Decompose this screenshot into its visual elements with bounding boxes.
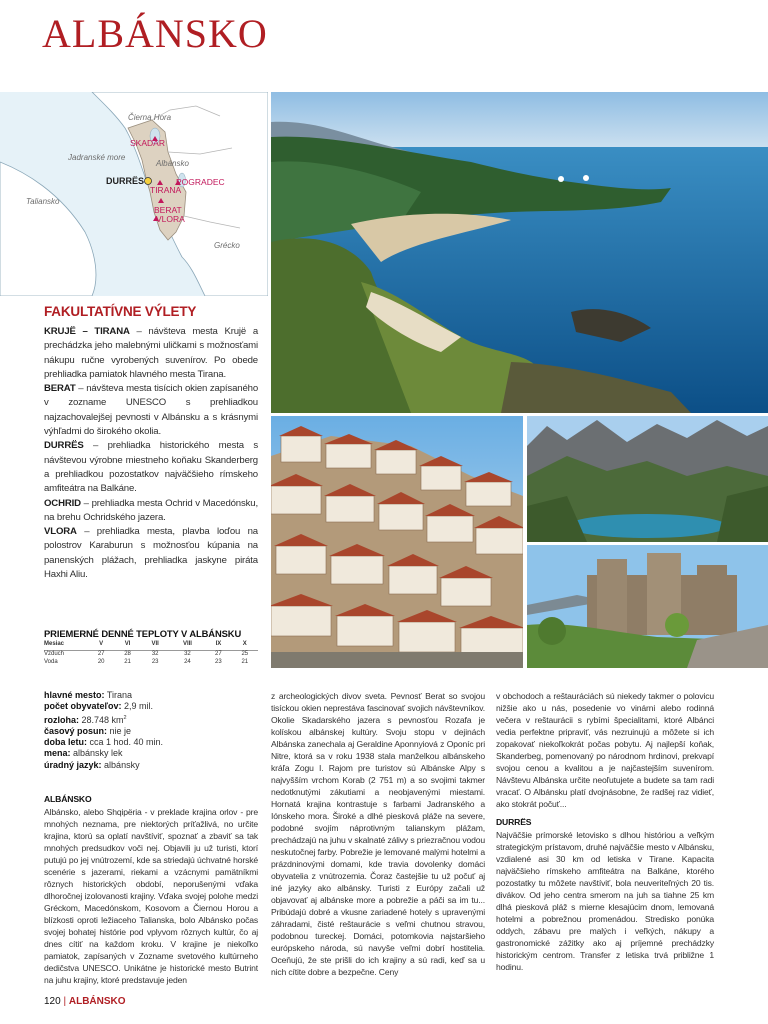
- temp-cell: 28: [124, 650, 131, 657]
- fact-label: doba letu:: [44, 737, 87, 748]
- fact-label: rozloha:: [44, 714, 79, 725]
- temp-cell: 21: [241, 659, 249, 665]
- fact-value: Tirana: [106, 690, 133, 700]
- excursion-text: – prehliadka historického mesta s návštevou výrobne miestneho koňaku Skanderberg a prehliadkou pozostatkov najväčšieho rímskeho amfiteátra na Balkáne.: [44, 440, 258, 495]
- excursion-item: [44, 525, 258, 582]
- fact-timezone: [44, 726, 258, 737]
- article-text: Albánsko, alebo Shqipëria - v preklade krajina orlov - pre mnohých neznama, pre niektorých príťažlivá, no určite krajina, ktorú sa oplatí navštíviť, spoznať a zbaviť sa tak mnohých predsudkov voči nej. Objavili ju už turisti, ktorí putujú po jej vnútrozemí, kde sa striedajú úchvatné horské scenérie s jazerami, riekami a vzácnymi pamätníkmi rôznych historických období, neporušenými vďaka dlhoročnej izolovanosti krajiny. Vďaka svojej polohe medzi Gréckom, Macedónskom, Kosovom a Čiernou Horou a blízkosti oproti ležiaceho Talianska, bolo Albánsko počas svojej bohatej histórie pod vplyvom rôznych kultúr, čo aj dnes cítiť na každom kroku. V krajine je niekoľko pamiatok, zapísaných v Zozname svetového kultúrneho dedičstva UNESCO. Unikátne je historické mesto Butrint na juhu krajiny, ktoré predstavuje jeden: [44, 807, 258, 985]
- fact-value: albánsky lek: [73, 748, 123, 759]
- fact-population: [44, 701, 258, 712]
- excursion-name: VLORA: [44, 526, 77, 538]
- map-city-vlora: VLORA: [156, 214, 185, 224]
- excursions-heading: FAKULTATÍVNE VÝLETY: [44, 304, 197, 319]
- temp-cell: 32: [151, 650, 159, 657]
- photo-berat-town: [271, 416, 523, 668]
- temp-cell: Voda: [44, 659, 58, 665]
- excursion-name: BERAT: [44, 383, 76, 395]
- temp-header-cell: VIII: [170, 641, 206, 650]
- map-city-durres: DURRËS: [106, 176, 145, 186]
- article-text: v obchodoch a reštauráciách sú niekedy takmer o polovicu nižšie ako u nás, posedenie vo vinárni alebo rodinná večera v reštaurácii s rybími špecialitami, ktoré Albánci vedia perfektne pripraviť, vás nezruinujú a môžete si ich zopakovať niekoľkokrát počas pobytu. Aj najlepší koňak, Skanderbeg, pomenovaný po národnom hrdinovi, prekvapí svojou cenou a kvalitou a je najčastejším suvenírom. Návštevu Albánska určite neoľutujete a budete sa tam radi vracať. O Albánsku platí dvojnásobne, že radšej raz vidieť, ako stokrát počuť...: [496, 691, 714, 809]
- temp-cell: 25: [241, 650, 249, 657]
- temp-header-cell: Mesiac: [44, 641, 88, 650]
- temp-cell: 27: [97, 650, 105, 657]
- map-label-sea: Jadranské more: [68, 153, 126, 162]
- temp-cell: 23: [151, 659, 159, 665]
- temp-header-cell: V: [88, 641, 114, 650]
- excursion-text: – návšteva mesta Krujë a prechádzka jeho malebnými uličkami s možnosťami nákupu ručne vyrobených suvenírov. Po obede prehliadka pamiatok hlavného mesta Tirana.: [44, 326, 259, 380]
- map-label-albania: Albánsko: [156, 159, 189, 168]
- fact-label: počet obyvateľov:: [44, 701, 122, 712]
- albania-map: [0, 92, 268, 296]
- map-graphic: [0, 92, 268, 296]
- fact-value: 2,9 mil.: [124, 701, 154, 712]
- excursion-name: KRUJË – TIRANA: [44, 326, 130, 337]
- temp-header-cell: VI: [114, 641, 140, 650]
- temperatures-table: [44, 628, 258, 668]
- article-text: Najväčšie prímorské letovisko s dlhou históriou a veľkým strategickým prístavom, druhé najväčšie mesto v Albánsku, vzdialené asi 30 km od letiska v Tirane. Kapacita najväčšieho rímskeho amfiteátra na Balkáne, ktorého pozostatky tu môžete navštíviť, bola neuveriteľných 20 tis. divákov. Od jeho centra smerom na juh sa tiahne 25 km dlhá piesková pláž s mierne klesajúcim dnom, lemovaná hotelmi a pobrežnou promenádou. Stredisko ponúka oddych, zábavu pre malých i veľkých, nákupy a gastronomické zážitky ako aj príjemné prechádzky historickým centrom. Transfer z letiska trvá približne 1 hodinu.: [496, 830, 714, 972]
- fact-flight: [44, 737, 258, 748]
- article-subheading: DURRËS: [496, 817, 532, 827]
- footer-separator: |: [63, 996, 67, 1007]
- temp-cell: 20: [97, 659, 105, 665]
- excursion-item: [44, 325, 258, 382]
- fact-area: [44, 713, 258, 726]
- page-title: ALBÁNSKO: [42, 11, 268, 56]
- article-column-1: [44, 793, 258, 986]
- temp-header-cell: VII: [141, 641, 170, 650]
- excursion-name: OCHRID: [44, 497, 81, 509]
- fact-capital: [44, 690, 258, 701]
- fact-language: [44, 760, 258, 771]
- fact-value: nie je: [109, 725, 132, 736]
- country-facts: [44, 690, 258, 771]
- excursion-item: [44, 439, 258, 496]
- fact-currency: [44, 748, 258, 759]
- fact-value-sup: 2: [123, 714, 127, 721]
- fact-label: úradný jazyk:: [44, 759, 102, 770]
- table-row: [44, 650, 258, 659]
- map-label-italy: Taliansko: [26, 197, 60, 206]
- photo-coastal-bay: [271, 92, 768, 413]
- temp-cell: 24: [184, 659, 191, 665]
- temp-header-cell: IX: [205, 641, 231, 650]
- excursion-text: – prehliadka mesta, plavba loďou na polostrov Karaburun s možnosťou kúpania na panenských plážach, prehliadka jaskyne piráta Haxhi Aliu.: [44, 526, 258, 581]
- article-column-2: [271, 690, 485, 978]
- article-subheading: ALBÁNSKO: [44, 794, 92, 804]
- excursion-item: [44, 497, 258, 526]
- excursions-section: [44, 304, 258, 582]
- temp-cell: 23: [215, 659, 222, 665]
- map-label-montenegro: Čierna Hora: [128, 113, 172, 122]
- temp-cell: 27: [215, 650, 222, 657]
- article-column-3: [496, 690, 714, 973]
- temperatures-title: PRIEMERNÉ DENNÉ TEPLOTY V ALBÁNSKU: [44, 628, 242, 639]
- excursion-text: – návšteva mesta tisícich okien zapísaného v zozname UNESCO s prehliadkou najzachovalejšej pevnosti v Albánsku a s krásnymi výhľadmi do širokého okolia.: [44, 383, 258, 438]
- map-city-pogradec: POGRADEC: [176, 177, 225, 187]
- table-row: [44, 659, 258, 668]
- fact-value: 28.748 km: [81, 714, 124, 725]
- temp-cell: Vzduch: [44, 650, 65, 657]
- excursion-text: – prehliadka mesta Ochrid v Macedónsku, na brehu Ochridského jazera.: [44, 497, 258, 523]
- fact-value: cca 1 hod. 40 min.: [89, 737, 164, 748]
- photo-mountain-lake: [527, 416, 768, 542]
- excursion-item: [44, 382, 258, 439]
- temp-header-cell: X: [232, 641, 258, 650]
- fact-value: albánsky: [104, 759, 140, 770]
- article-text: z archeologických divov sveta. Pevnosť Berat so svojou tisíckou okien neprestáva fascinovať svojich návštevníkov. Okolie Skadarského jazera s pevnosťou Rozafa je kolískou albánskej kultúry. Svoju stopu v dejinách Albánska zanechala aj Geraldine Aponnyiová z Oponíc pri Nitre, ktorá sa v roku 1938 stala manželkou albánskeho kráľa Zogu I. Rajom pre turistov sú Albánske Alpy s najvyšším vrchom Korab (2 751 m) a so svojimi takmer nedotknutými zákutiami a neobjavenými miestami. Hornatá krajina kontrastuje s farbami Jadranského a Iónskeho mora. Široké a dlhé piesková pláže na severe, podobné svojím náprotivným talianskym plážam, prechádzajú na juhu v skalnaté zálivy s priezračnou vodou neskutočnej farby. Pobrežie je lemované malými hotelmi a prázdninovými domami, kde travia dovolenky domáci obyvatelia z vnútrozemia. Čoraz častejšie tu už počuť aj iné jazyky ako albánsky. Turisti z Európy začali už objavovať aj albánske more a pobrežie a páči sa im tu... Pribúdajú dobré a vkusne zariadené hotely s upravenými záhradami, čisté reštaurácie s veľmi chutnou stravou, podobnou tureckej. Domáci, potomkovia najstaršieho európskeho národa, sú navyše veľmi dobrí hostitelia. Oceňujú, že ste prišli do ich krajiny a sú radi, keď sa u nich cítite dobre a bezpečne. Ceny: [271, 691, 485, 977]
- temp-cell: 21: [124, 659, 131, 665]
- temp-cell: 32: [184, 650, 191, 657]
- fact-label: mena:: [44, 748, 71, 759]
- page-number: 120: [44, 996, 61, 1007]
- photo-castle: [527, 545, 768, 668]
- map-city-skadar: SKADAR: [130, 138, 165, 148]
- fact-label: hlavné mesto:: [44, 690, 105, 700]
- map-city-berat: BERAT: [154, 205, 182, 215]
- map-city-tirana: TIRANA: [150, 185, 182, 195]
- excursion-name: DURRËS: [44, 440, 84, 452]
- map-label-greece: Grécko: [214, 241, 240, 250]
- fact-label: časový posun:: [44, 725, 108, 736]
- footer-section: ALBÁNSKO: [68, 996, 126, 1007]
- page-footer: [44, 996, 126, 1007]
